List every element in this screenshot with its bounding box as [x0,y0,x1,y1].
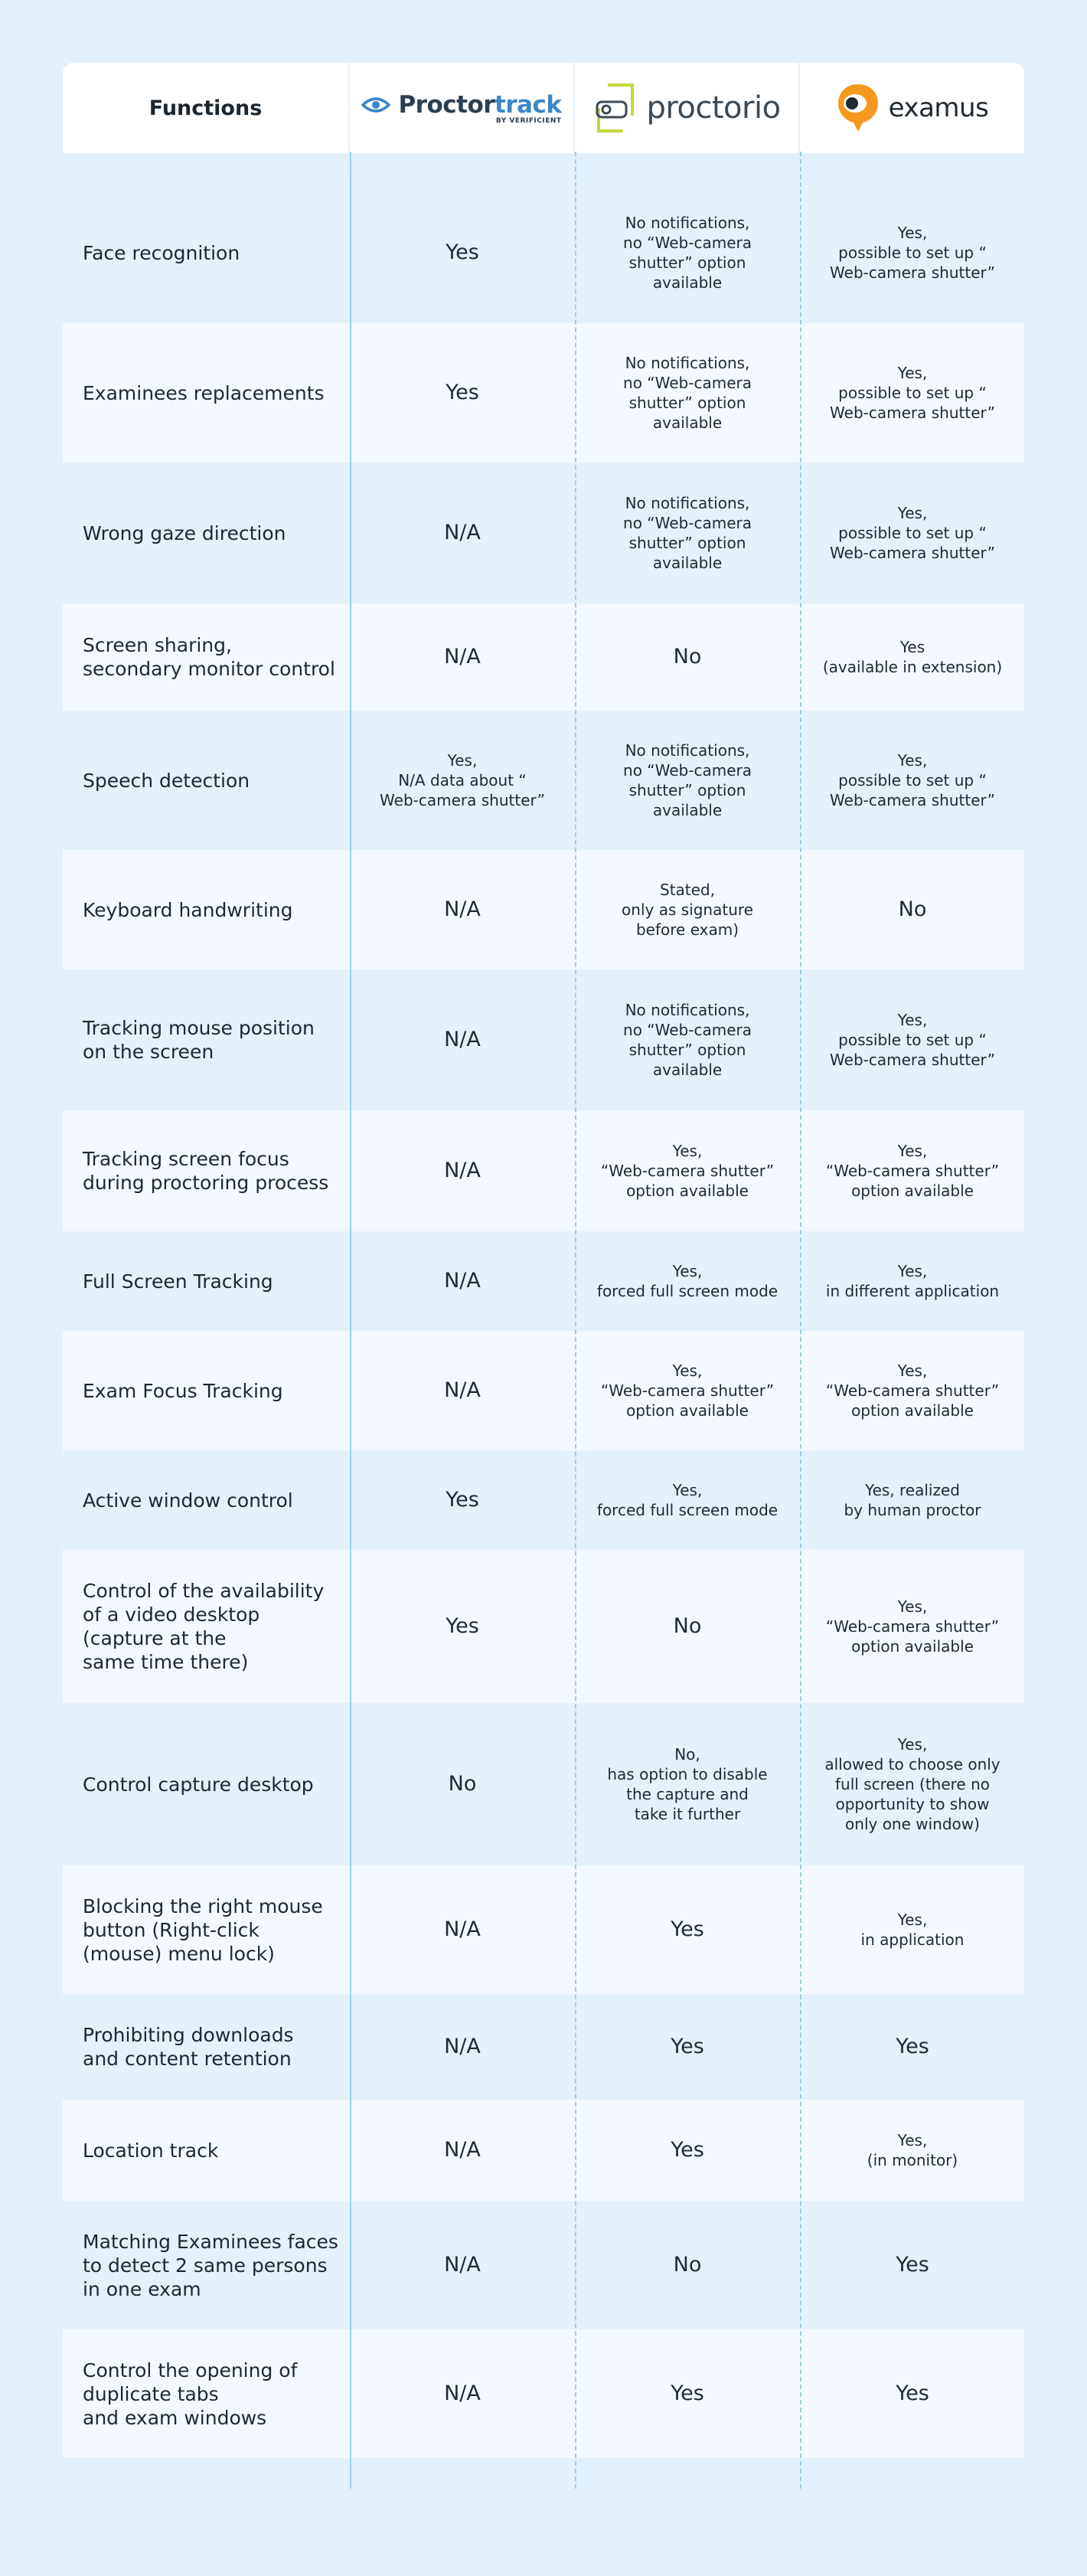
function-cell: Tracking screen focus during proctoring process [83,1148,329,1194]
table-row [63,1331,1024,1450]
column-divider [350,152,351,2489]
proctorio-wordmark: proctorio [646,90,781,126]
examus-cell: Yes [896,2035,929,2058]
proctorio-cell: Yes [671,2035,704,2058]
examus-cell: Yes, “Web-camera shutter” option available [825,1362,1000,1420]
proctorio-cell: Yes [671,2381,704,2405]
proctortrack-eye-icon [361,96,390,114]
column-divider [800,152,801,2489]
proctortrack-cell: N/A [444,1917,481,1941]
function-cell: Blocking the right mouse button (Right-click (mouse) menu lock) [83,1894,323,1965]
function-cell: Control the opening of duplicate tabs and exam windows [83,2359,298,2429]
proctorio-cell: Yes, forced full screen mode [596,1481,779,1519]
proctorio-cell: Yes [671,2138,704,2162]
examus-cell: Yes, allowed to choose only full screen (there no opportunity to show only one window) [824,1735,1000,1833]
proctortrack-logo [361,91,561,125]
examus-cell: Yes [896,2381,929,2405]
proctorio-cell: Yes, “Web-camera shutter” option available [600,1142,775,1200]
examus-cell: Yes, possible to set up “ Web-camera shutter” [830,224,995,282]
proctorio-cell: No notifications, no “Web-camera shutter” option available [623,214,752,292]
function-cell: Examinees replacements [83,381,325,404]
function-cell: Active window control [83,1489,293,1512]
table-row [63,711,1024,850]
table-body [63,182,1024,2458]
table-row [63,1994,1024,2100]
proctortrack-cell: N/A [444,2138,481,2162]
table-row [63,1231,1024,1331]
proctorio-cell: Yes, forced full screen mode [596,1262,779,1300]
proctortrack-cell: N/A [444,1159,481,1182]
table-row [63,323,1024,463]
proctortrack-cell: No [448,1772,477,1796]
examus-cell: Yes, possible to set up “ Web-camera shutter” [830,1011,995,1069]
function-cell: Prohibiting downloads and content retention [83,2024,294,2070]
proctorio-camera-icon [592,82,637,134]
table-row [63,1865,1024,1994]
table-header [63,63,1024,153]
table-row [63,2100,1024,2201]
proctortrack-cell: Yes [446,1488,479,1512]
proctortrack-cell: N/A [444,2035,481,2058]
proctorio-cell: No [673,1614,702,1638]
proctortrack-cell: N/A [444,1028,481,1051]
examus-cell: Yes, possible to set up “ Web-camera shutter” [830,364,995,422]
examus-cell: Yes (available in extension) [822,638,1003,676]
table-row [63,1550,1024,1703]
table-row [63,603,1024,711]
proctortrack-cell: N/A [444,897,481,921]
proctorio-header [575,63,800,153]
proctortrack-cell: Yes [446,381,479,404]
function-cell: Control of the availability of a video desktop (capture at the same time there) [83,1580,325,1673]
examus-cell: Yes, possible to set up “ Web-camera shutter” [830,751,995,809]
proctortrack-cell: N/A [444,2381,481,2405]
proctortrack-cell: N/A [444,645,481,669]
table-row [63,463,1024,603]
proctortrack-cell: N/A [444,2253,481,2277]
table-row [63,1450,1024,1550]
proctortrack-cell: Yes, N/A data about “ Web-camera shutter” [380,751,545,809]
table-row [63,850,1024,969]
examus-logo [837,83,989,133]
proctorio-cell: No, has option to disable the capture and take it further [607,1745,768,1823]
function-cell: Matching Examinees faces to detect 2 same persons in one exam [83,2230,338,2300]
table-row [63,2201,1024,2329]
proctorio-cell: No notifications, no “Web-camera shutter” option available [623,354,752,432]
examus-cell: Yes, “Web-camera shutter” option available [825,1142,1000,1200]
proctortrack-header [350,63,575,153]
examus-cell: Yes, possible to set up “ Web-camera shutter” [830,504,995,562]
proctortrack-cell: Yes [446,1614,479,1638]
function-cell: Exam Focus Tracking [83,1379,283,1402]
function-cell: Face recognition [83,241,240,264]
proctorio-logo [592,82,780,134]
proctortrack-wordmark: Proctortrack [398,91,562,119]
comparison-table [63,63,1024,2458]
examus-cell: Yes [896,2253,929,2277]
proctortrack-cell: N/A [444,521,481,544]
examus-cell: Yes, (in monitor) [867,2131,958,2169]
function-cell: Screen sharing, secondary monitor control [83,634,335,680]
function-cell: Location track [83,2139,219,2162]
proctortrack-tagline: BY VERIFICIENT [495,117,562,125]
proctorio-cell: Yes [671,1917,704,1941]
function-cell: Tracking mouse position on the screen [83,1017,315,1063]
table-row [63,182,1024,323]
table-row [63,1110,1024,1231]
table-row [63,1703,1024,1865]
proctortrack-cell: N/A [444,1269,481,1293]
table-row [63,969,1024,1110]
examus-header [800,63,1024,153]
proctorio-cell: Stated, only as signature before exam) [622,881,753,939]
functions-header-label: Functions [149,96,263,120]
function-cell: Keyboard handwriting [83,898,293,921]
proctorio-cell: No [673,645,702,669]
functions-header [63,63,350,153]
proctorio-cell: No notifications, no “Web-camera shutter” option available [623,494,752,572]
examus-cell: No [898,897,927,921]
proctorio-cell: No [673,2253,702,2277]
proctorio-cell: No notifications, no “Web-camera shutter” option available [623,741,752,819]
examus-cell: Yes, in application [860,1911,965,1949]
function-cell: Full Screen Tracking [83,1270,273,1293]
function-cell: Wrong gaze direction [83,521,286,544]
examus-cell: Yes, realized by human proctor [844,1481,981,1519]
function-cell: Speech detection [83,769,250,792]
proctorio-cell: Yes, “Web-camera shutter” option available [600,1362,775,1420]
examus-cell: Yes, in different application [825,1262,1000,1300]
proctortrack-cell: N/A [444,1378,481,1402]
examus-cell: Yes, “Web-camera shutter” option available [825,1597,1000,1656]
examus-wordmark: examus [888,93,989,123]
proctortrack-cell: Yes [446,240,479,264]
function-cell: Control capture desktop [83,1773,314,1796]
proctorio-cell: No notifications, no “Web-camera shutter” option available [623,1001,752,1079]
table-row [63,2329,1024,2458]
examus-eye-icon [837,83,880,133]
column-divider [575,152,576,2489]
